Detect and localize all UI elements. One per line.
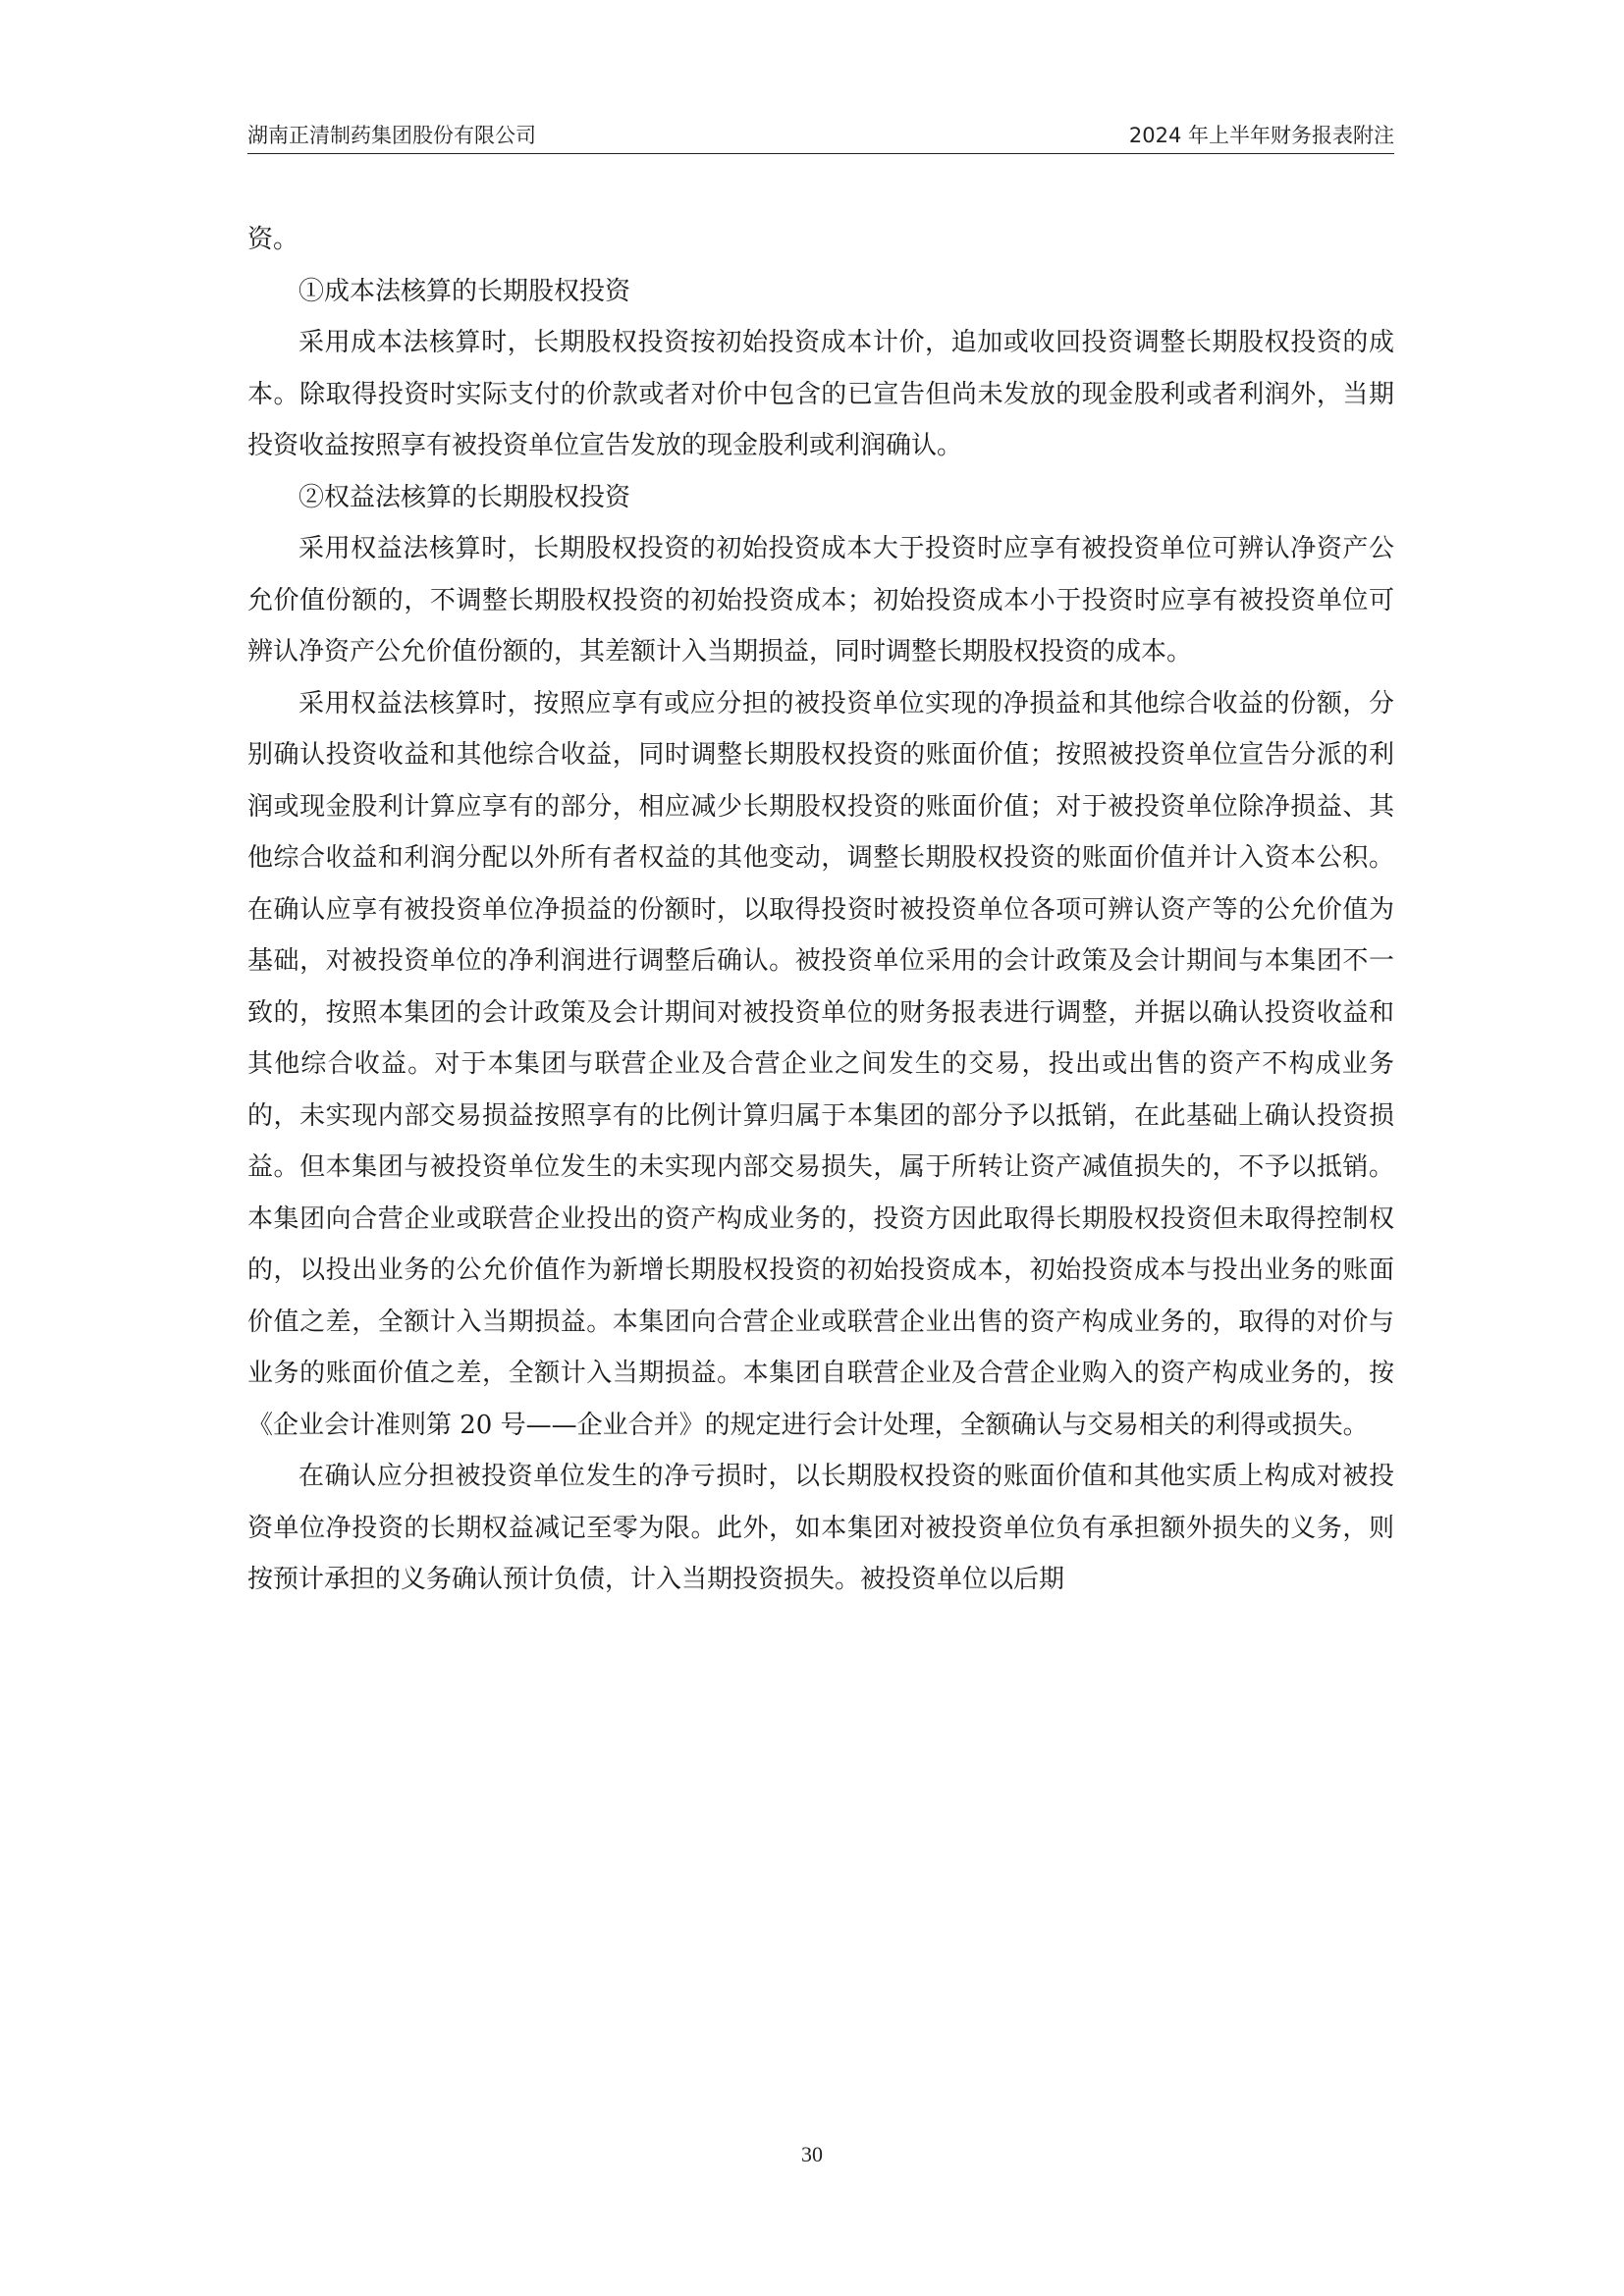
paragraph: 采用成本法核算时，长期股权投资按初始投资成本计价，追加或收回投资调整长期股权投资的成本。除取得投资时实际支付的价款或者对价中包含的已宣告但尚未发放的现金股利或者利润外，当期投资收益按照享有被投资单位宣告发放的现金股利或利润确认。 [247, 328, 1394, 460]
page-number: 30 [801, 2142, 823, 2166]
subheading-cost-method: ①成本法核算的长期股权投资 [298, 276, 631, 306]
company-name: 湖南正清制药集团股份有限公司 [247, 124, 536, 147]
paragraph-continuation: 资。 [247, 225, 299, 254]
report-title: 2024 年上半年财务报表附注 [1128, 124, 1394, 147]
header-divider [247, 153, 1394, 154]
paragraph: 采用权益法核算时，长期股权投资的初始投资成本大于投资时应享有被投资单位可辨认净资产公允价值份额的，不调整长期股权投资的初始投资成本；初始投资成本小于投资时应享有被投资单位可辨认净资产公允价值份额的，其差额计入当期损益，同时调整长期股权投资的成本。 [247, 534, 1394, 667]
body-text [247, 214, 1394, 1606]
page-header [247, 116, 1394, 151]
paragraph: 在确认应分担被投资单位发生的净亏损时，以长期股权投资的账面价值和其他实质上构成对被投资单位净投资的长期权益减记至零为限。此外，如本集团对被投资单位负有承担额外损失的义务，则按预计承担的义务确认预计负债，计入当期投资损失。被投资单位以后期 [247, 1462, 1394, 1594]
paragraph: 采用权益法核算时，按照应享有或应分担的被投资单位实现的净损益和其他综合收益的份额，分别确认投资收益和其他综合收益，同时调整长期股权投资的账面价值；按照被投资单位宣告分派的利润或现金股利计算应享有的部分，相应减少长期股权投资的账面价值；对于被投资单位除净损益、其他综合收益和利润分配以外所有者权益的其他变动，调整长期股权投资的账面价值并计入资本公积。在确认应享有被投资单位净损益的份额时，以取得投资时被投资单位各项可辨认资产等的公允价值为基础，对被投资单位的净利润进行调整后确认。被投资单位采用的会计政策及会计期间与本集团不一致的，按照本集团的会计政策及会计期间对被投资单位的财务报表进行调整，并据以确认投资收益和其他综合收益。对于本集团与联营企业及合营企业之间发生的交易，投出或出售的资产不构成业务的，未实现内部交易损益按照享有的比例计算归属于本集团的部分予以抵销，在此基础上确认投资损益。但本集团与被投资单位发生的未实现内部交易损失，属于所转让资产减值损失的，不予以抵销。本集团向合营企业或联营企业投出的资产构成业务的，投资方因此取得长期股权投资但未取得控制权的，以投出业务的公允价值作为新增长期股权投资的初始投资成本，初始投资成本与投出业务的账面价值之差，全额计入当期损益。本集团向合营企业或联营企业出售的资产构成业务的，取得的对价与业务的账面价值之差，全额计入当期损益。本集团自联营企业及合营企业购入的资产构成业务的，按《企业会计准则第 20 号——企业合并》的规定进行会计处理，全额确认与交易相关的利得或损失。 [247, 688, 1394, 1440]
subheading-equity-method: ②权益法核算的长期股权投资 [298, 482, 631, 512]
